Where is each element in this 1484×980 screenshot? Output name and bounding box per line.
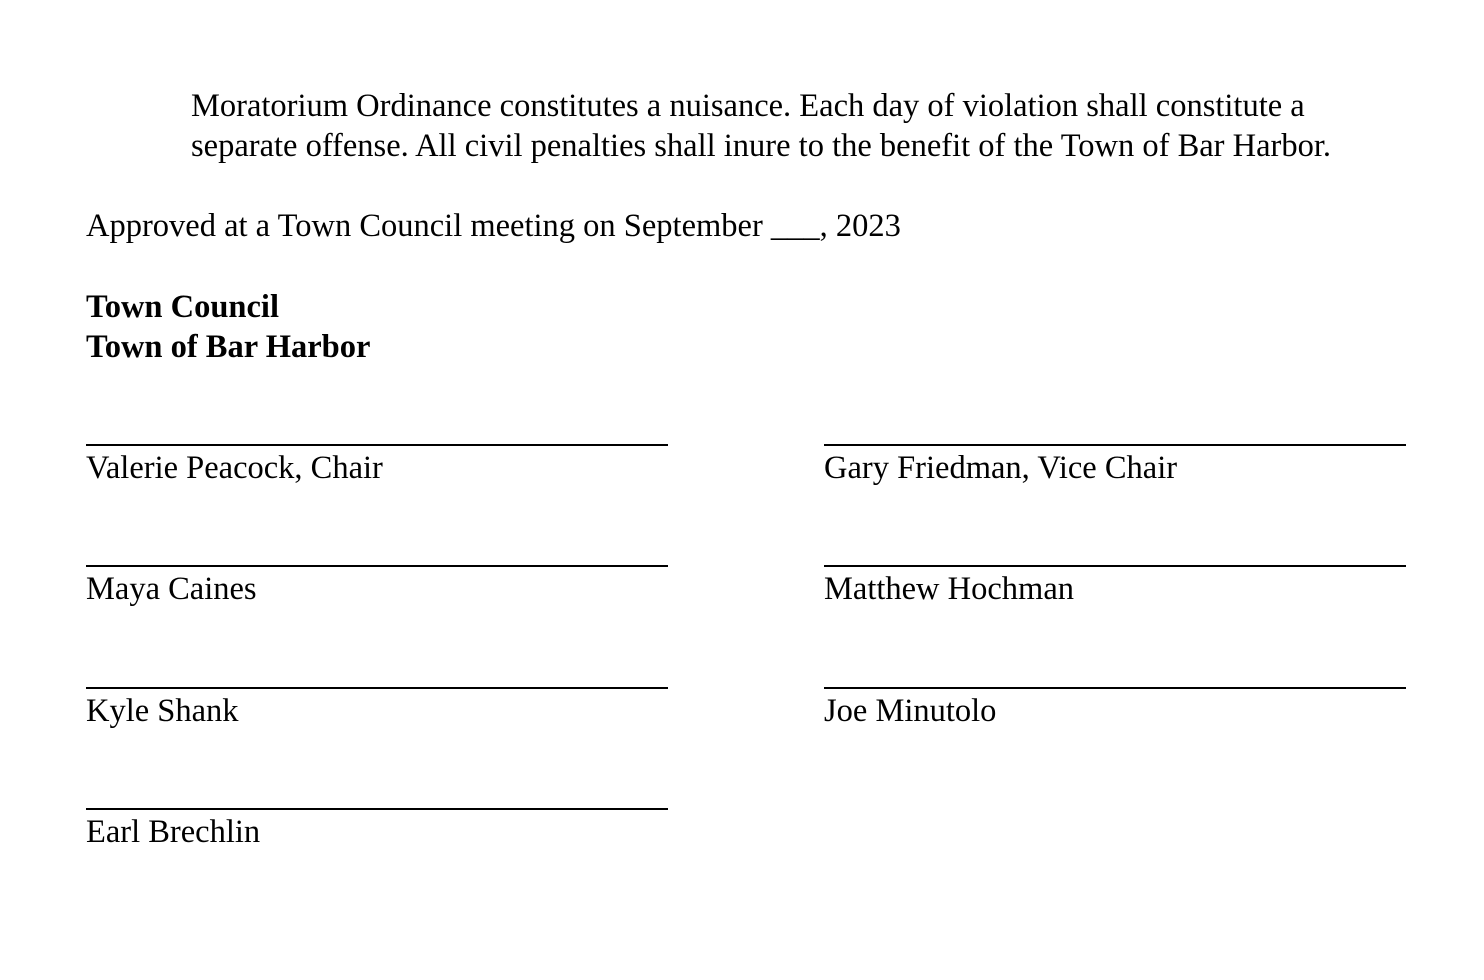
signatory-name: Earl Brechlin xyxy=(86,814,261,850)
paragraph-line: Moratorium Ordinance constitutes a nuisance. Each day of violation shall constitute a xyxy=(191,88,1305,124)
signature-block-right-2 xyxy=(824,565,1406,609)
signature-block-left-2 xyxy=(86,565,668,609)
signatory-name: Valerie Peacock, Chair xyxy=(86,450,383,486)
signature-block-right-1 xyxy=(824,444,1406,488)
council-title: Town Council xyxy=(86,289,279,325)
ordinance-paragraph xyxy=(191,86,1461,166)
signature-line xyxy=(824,444,1406,446)
signature-line xyxy=(86,444,668,446)
signatory-name: Joe Minutolo xyxy=(824,693,997,729)
signatory-name: Matthew Hochman xyxy=(824,571,1075,607)
signatory-name: Maya Caines xyxy=(86,571,257,607)
signatory-name: Gary Friedman, Vice Chair xyxy=(824,450,1178,486)
signature-block-left-1 xyxy=(86,444,668,488)
signature-line xyxy=(86,808,668,810)
signature-block-right-3 xyxy=(824,687,1406,731)
council-heading xyxy=(86,287,370,367)
town-title: Town of Bar Harbor xyxy=(86,329,371,365)
paragraph-line: separate offense. All civil penalties shall inure to the benefit of the Town of Bar Harbor. xyxy=(191,128,1332,164)
signature-block-left-4 xyxy=(86,808,668,852)
signature-line xyxy=(86,565,668,567)
approval-statement: Approved at a Town Council meeting on September ___, 2023 xyxy=(86,208,901,244)
signature-block-left-3 xyxy=(86,687,668,731)
signature-line xyxy=(824,687,1406,689)
signature-line xyxy=(86,687,668,689)
signature-line xyxy=(824,565,1406,567)
signatory-name: Kyle Shank xyxy=(86,693,239,729)
